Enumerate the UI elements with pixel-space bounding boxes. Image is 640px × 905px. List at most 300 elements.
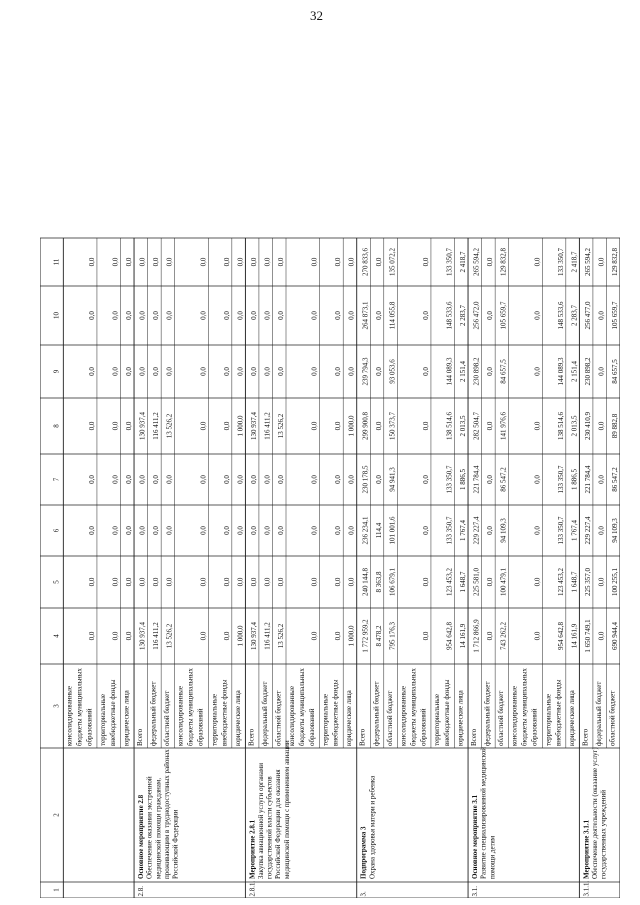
amount-cell: 144 089,3 — [556, 357, 565, 386]
amount-cell: 0,0 — [277, 577, 286, 587]
amount-cell: 0,0 — [199, 631, 208, 641]
amount-cell: 1 000,0 — [236, 415, 245, 437]
funding-source-label: образований — [196, 708, 205, 746]
amount-cell: 0,0 — [486, 577, 495, 587]
amount-cell: 0,0 — [277, 367, 286, 376]
block-number: 3.1. — [471, 886, 480, 897]
funding-source-label: юридические лица — [345, 690, 354, 746]
funding-source-label: консолидированные — [65, 686, 74, 746]
amount-cell: 0,0 — [138, 367, 147, 376]
block-number: 3. — [359, 891, 368, 897]
amount-cell: 0,0 — [199, 421, 208, 431]
rotated-budget-table — [40, 30, 620, 898]
amount-cell: 0,0 — [334, 526, 343, 535]
amount-cell: 0,0 — [249, 577, 258, 587]
amount-cell: 0,0 — [533, 311, 542, 320]
block-title-line: медицинской помощи гражданам, — [154, 777, 163, 879]
amount-cell: 0,0 — [199, 526, 208, 535]
amount-cell: 236 234,1 — [361, 516, 370, 545]
amount-cell: 0,0 — [421, 475, 430, 484]
amount-cell: 0,0 — [347, 311, 356, 320]
amount-cell: 13 526,2 — [277, 623, 286, 649]
amount-cell: 0,0 — [87, 257, 96, 267]
amount-cell: 100 255,1 — [611, 568, 619, 596]
amount-cell: 0,0 — [310, 421, 319, 431]
amount-cell: 1 767,4 — [459, 520, 468, 541]
amount-cell: 0,0 — [165, 577, 174, 587]
amount-cell: 144 089,3 — [445, 357, 454, 386]
amount-cell: 2 151,4 — [459, 361, 468, 382]
amount-cell: 0,0 — [533, 475, 542, 484]
funding-source-label: Всего — [247, 728, 256, 746]
amount-cell: 0,0 — [310, 367, 319, 376]
amount-cell: 0,0 — [277, 257, 286, 267]
column-header-11: 11 — [52, 258, 61, 266]
amount-cell: 1 648,7 — [459, 571, 468, 593]
funding-source-label: образований — [308, 708, 317, 746]
amount-cell: 1 886,5 — [570, 469, 579, 490]
amount-cell: 0,0 — [374, 421, 383, 431]
amount-cell: 0,0 — [138, 526, 147, 535]
amount-cell: 0,0 — [165, 526, 174, 535]
amount-cell: 0,0 — [533, 257, 542, 267]
amount-cell: 86 547,2 — [611, 467, 619, 492]
amount-cell: 0,0 — [347, 526, 356, 535]
amount-cell: 1 712 866,9 — [472, 619, 481, 653]
amount-cell: 0,0 — [486, 311, 495, 320]
amount-cell: 299 900,8 — [361, 412, 370, 440]
amount-cell: 116 411,2 — [263, 412, 272, 440]
amount-cell: 0,0 — [597, 526, 606, 535]
amount-cell: 0,0 — [236, 526, 245, 535]
amount-cell: 0,0 — [199, 577, 208, 587]
amount-cell: 0,0 — [334, 421, 343, 431]
amount-cell: 0,0 — [263, 257, 272, 267]
amount-cell: 0,0 — [310, 631, 319, 641]
amount-cell: 114 055,8 — [388, 301, 397, 330]
amount-cell: 105 659,7 — [499, 301, 508, 330]
block-title-line: государственных учреждений — [599, 790, 608, 879]
amount-cell: 0,0 — [199, 311, 208, 320]
amount-cell: 1 000,0 — [236, 625, 245, 647]
amount-cell: 0,0 — [249, 311, 258, 320]
amount-cell: 0,0 — [125, 311, 134, 320]
funding-source-label: территориальные — [432, 693, 441, 746]
amount-cell: 14 161,9 — [570, 623, 579, 649]
amount-cell: 94 109,3 — [611, 518, 619, 543]
amount-cell: 0,0 — [111, 421, 120, 431]
amount-cell: 0,0 — [597, 421, 606, 431]
funding-source-label: внебюджетные фонды — [220, 679, 229, 746]
block-title-line: государственной власти субъектов — [265, 776, 274, 879]
amount-cell: 13 526,2 — [277, 413, 286, 439]
amount-cell: 225 581,0 — [472, 568, 481, 596]
amount-cell: 0,0 — [263, 367, 272, 376]
funding-source-label: федеральный бюджет — [594, 681, 603, 746]
amount-cell: 2 418,7 — [459, 251, 468, 273]
funding-source-label: бюджеты муниципальных — [520, 668, 529, 746]
block-title-line: Российской Федерации — [171, 809, 180, 879]
amount-cell: 0,0 — [486, 367, 495, 376]
funding-source-label: областной бюджет — [274, 690, 283, 746]
funding-source-label: бюджеты муниципальных — [186, 668, 195, 746]
amount-cell: 0,0 — [277, 311, 286, 320]
amount-cell: 0,0 — [111, 367, 120, 376]
amount-cell: 0,0 — [138, 311, 147, 320]
amount-cell: 0,0 — [597, 257, 606, 267]
amount-cell: 0,0 — [87, 475, 96, 484]
amount-cell: 130 937,4 — [249, 412, 258, 440]
amount-cell: 265 594,2 — [472, 248, 481, 276]
amount-cell: 0,0 — [597, 475, 606, 484]
amount-cell: 1 650 749,1 — [583, 619, 592, 653]
amount-cell: 14 161,9 — [459, 623, 468, 649]
amount-cell: 0,0 — [152, 257, 161, 267]
amount-cell: 150 373,7 — [388, 412, 397, 440]
block-title-line: Основное мероприятие 2.8 — [137, 794, 146, 879]
funding-source-label: федеральный бюджет — [372, 681, 381, 746]
funding-source-label: бюджеты муниципальных — [75, 668, 84, 746]
amount-cell: 0,0 — [249, 257, 258, 267]
block-title-line: медицинской помощи с применением авиации — [282, 740, 291, 879]
funding-source-label: внебюджетные фонды — [442, 679, 451, 746]
funding-source-label: юридические лица — [456, 690, 465, 746]
block-title-line: Мероприятие 3.1.1 — [582, 819, 591, 879]
funding-source-label: федеральный бюджет — [483, 681, 492, 746]
block-number: 3.1.1. — [582, 880, 591, 897]
amount-cell: 0,0 — [165, 311, 174, 320]
amount-cell: 0,0 — [263, 311, 272, 320]
amount-cell: 138 514,6 — [445, 412, 454, 440]
amount-cell: 0,0 — [486, 631, 495, 641]
amount-cell: 0,0 — [111, 257, 120, 267]
amount-cell: 148 533,6 — [556, 301, 565, 330]
amount-cell: 0,0 — [222, 421, 231, 431]
amount-cell: 0,0 — [125, 631, 134, 641]
amount-cell: 129 832,8 — [611, 248, 619, 276]
amount-cell: 1 648,7 — [570, 571, 579, 593]
amount-cell: 0,0 — [87, 577, 96, 587]
amount-cell: 106 679,1 — [388, 568, 397, 596]
amount-cell: 0,0 — [222, 367, 231, 376]
amount-cell: 100 479,1 — [499, 568, 508, 596]
amount-cell: 0,0 — [597, 367, 606, 376]
block-title-line: Российской Федерации для оказания — [274, 769, 283, 879]
column-header-5: 5 — [52, 580, 61, 584]
amount-cell: 0,0 — [263, 475, 272, 484]
amount-cell: 2 151,4 — [570, 361, 579, 382]
amount-cell: 230 898,2 — [583, 357, 592, 386]
amount-cell: 0,0 — [125, 257, 134, 267]
amount-cell: 94 109,3 — [499, 518, 508, 543]
funding-source-label: внебюджетные фонды — [331, 679, 340, 746]
amount-cell: 229 227,4 — [472, 516, 481, 545]
amount-cell: 130 937,4 — [249, 622, 258, 650]
amount-cell: 123 453,2 — [445, 568, 454, 596]
amount-cell: 141 976,6 — [499, 412, 508, 440]
amount-cell: 13 526,2 — [165, 623, 174, 649]
column-header-6: 6 — [52, 528, 61, 533]
amount-cell: 0,0 — [347, 257, 356, 267]
amount-cell: 0,0 — [486, 257, 495, 267]
amount-cell: 84 657,5 — [499, 359, 508, 384]
amount-cell: 0,0 — [152, 526, 161, 535]
amount-cell: 1 886,5 — [459, 469, 468, 490]
amount-cell: 0,0 — [152, 367, 161, 376]
amount-cell: 101 001,6 — [388, 516, 397, 545]
amount-cell: 0,0 — [347, 367, 356, 376]
amount-cell: 0,0 — [486, 421, 495, 431]
block-number: 2.8. — [137, 886, 146, 897]
amount-cell: 135 072,2 — [388, 248, 397, 276]
column-header-1: 1 — [52, 888, 61, 892]
amount-cell: 270 833,6 — [361, 248, 370, 276]
amount-cell: 0,0 — [222, 311, 231, 320]
amount-cell: 138 514,6 — [556, 412, 565, 440]
funding-source-label: юридические лица — [122, 690, 131, 746]
amount-cell: 0,0 — [249, 526, 258, 535]
amount-cell: 239 794,3 — [361, 357, 370, 386]
amount-cell: 0,0 — [533, 367, 542, 376]
funding-source-label: бюджеты муниципальных — [409, 668, 418, 746]
funding-source-label: областной бюджет — [385, 690, 394, 746]
amount-cell: 0,0 — [222, 257, 231, 267]
amount-cell: 0,0 — [310, 526, 319, 535]
funding-source-label: территориальные — [210, 693, 219, 746]
amount-cell: 0,0 — [533, 421, 542, 431]
funding-source-label: консолидированные — [288, 686, 297, 746]
amount-cell: 0,0 — [152, 311, 161, 320]
amount-cell: 256 477,0 — [583, 301, 592, 330]
amount-cell: 0,0 — [152, 577, 161, 587]
amount-cell: 116 411,2 — [152, 622, 161, 650]
amount-cell: 0,0 — [111, 631, 120, 641]
amount-cell: 133 350,7 — [556, 465, 565, 494]
funding-source-label: Всего — [136, 728, 145, 746]
funding-source-label: территориальные — [98, 693, 107, 746]
amount-cell: 0,0 — [87, 311, 96, 320]
funding-source-label: внебюджетные фонды — [108, 679, 117, 746]
amount-cell: 0,0 — [374, 367, 383, 376]
amount-cell: 86 547,2 — [499, 467, 508, 492]
column-header-10: 10 — [52, 312, 61, 319]
amount-cell: 0,0 — [374, 475, 383, 484]
amount-cell: 0,0 — [347, 475, 356, 484]
amount-cell: 0,0 — [486, 475, 495, 484]
amount-cell: 129 832,8 — [499, 248, 508, 276]
amount-cell: 0,0 — [334, 631, 343, 641]
amount-cell: 0,0 — [263, 577, 272, 587]
amount-cell: 94 941,3 — [388, 467, 397, 492]
amount-cell: 0,0 — [334, 311, 343, 320]
funding-source-label: образований — [530, 708, 539, 746]
funding-source-label: Всего — [470, 728, 479, 746]
amount-cell: 0,0 — [138, 257, 147, 267]
amount-cell: 0,0 — [222, 631, 231, 641]
funding-source-label: бюджеты муниципальных — [298, 668, 307, 746]
funding-source-label: юридические лица — [233, 690, 242, 746]
amount-cell: 240 144,8 — [361, 568, 370, 596]
block-title-line: Мероприятие 2.8.1 — [248, 819, 257, 879]
amount-cell: 230 178,5 — [361, 465, 370, 494]
amount-cell: 0,0 — [111, 475, 120, 484]
amount-cell: 0,0 — [597, 577, 606, 587]
block-title-line: Подпрограмма 3 — [359, 826, 368, 879]
block-number: 2.8.1. — [248, 880, 257, 897]
amount-cell: 133 350,7 — [445, 516, 454, 545]
amount-cell: 265 594,2 — [583, 248, 592, 276]
amount-cell: 0,0 — [334, 367, 343, 376]
amount-cell: 0,0 — [222, 526, 231, 535]
funding-source-label: Всего — [358, 728, 367, 746]
amount-cell: 114,4 — [374, 522, 383, 539]
amount-cell: 954 642,8 — [445, 622, 454, 650]
funding-source-label: образований — [419, 708, 428, 746]
amount-cell: 0,0 — [533, 526, 542, 535]
amount-cell: 13 526,2 — [165, 413, 174, 439]
amount-cell: 256 472,0 — [472, 301, 481, 330]
funding-source-label: образований — [85, 708, 94, 746]
amount-cell: 0,0 — [111, 526, 120, 535]
amount-cell: 229 227,4 — [583, 516, 592, 545]
amount-cell: 282 504,7 — [472, 412, 481, 440]
amount-cell: 1 000,0 — [347, 625, 356, 647]
amount-cell: 1 000,0 — [347, 415, 356, 437]
funding-source-label: территориальные — [321, 693, 330, 746]
funding-source-label: консолидированные — [176, 686, 185, 746]
column-header-2: 2 — [52, 813, 61, 817]
block-title-line: Основное мероприятие 3.1 — [471, 794, 480, 879]
amount-cell: 0,0 — [87, 631, 96, 641]
funding-source-label: консолидированные — [399, 686, 408, 746]
amount-cell: 0,0 — [334, 475, 343, 484]
amount-cell: 690 944,4 — [611, 622, 619, 650]
amount-cell: 2 283,7 — [459, 305, 468, 326]
amount-cell: 954 642,8 — [556, 622, 565, 650]
amount-cell: 0,0 — [374, 257, 383, 267]
amount-cell: 0,0 — [87, 421, 96, 431]
amount-cell: 0,0 — [236, 257, 245, 267]
amount-cell: 133 350,7 — [445, 465, 454, 494]
amount-cell: 130 937,4 — [138, 412, 147, 440]
amount-cell: 230 898,2 — [472, 357, 481, 386]
funding-source-label: территориальные — [544, 693, 553, 746]
amount-cell: 2 418,7 — [570, 251, 579, 273]
amount-cell: 0,0 — [222, 475, 231, 484]
block-title-line: Обеспечение оказания экстренной — [145, 776, 154, 879]
amount-cell: 1 767,4 — [570, 520, 579, 541]
amount-cell: 123 453,2 — [556, 568, 565, 596]
amount-cell: 0,0 — [347, 577, 356, 587]
funding-source-label: областной бюджет — [497, 690, 506, 746]
amount-cell: 1 772 959,2 — [361, 619, 370, 653]
amount-cell: 0,0 — [87, 526, 96, 535]
amount-cell: 133 350,7 — [445, 248, 454, 276]
block-title-line: помощи детям — [488, 835, 497, 879]
block-title-line: проживающим в труднодоступных районах — [162, 749, 171, 879]
amount-cell: 84 657,5 — [611, 359, 619, 384]
column-header-4: 4 — [52, 634, 61, 638]
amount-cell: 230 410,9 — [583, 412, 592, 440]
amount-cell: 0,0 — [165, 257, 174, 267]
amount-cell: 0,0 — [334, 577, 343, 587]
amount-cell: 8 478,2 — [374, 625, 383, 647]
funding-source-label: консолидированные — [510, 686, 519, 746]
amount-cell: 0,0 — [310, 475, 319, 484]
funding-source-label: внебюджетные фонды — [554, 679, 563, 746]
amount-cell: 0,0 — [310, 311, 319, 320]
amount-cell: 225 357,0 — [583, 568, 592, 596]
funding-source-label: юридические лица — [567, 690, 576, 746]
amount-cell: 0,0 — [334, 257, 343, 267]
amount-cell: 116 411,2 — [263, 622, 272, 650]
amount-cell: 743 262,2 — [499, 622, 508, 650]
funding-source-label: федеральный бюджет — [149, 681, 158, 746]
amount-cell: 0,0 — [125, 421, 134, 431]
table-body — [40, 238, 620, 898]
amount-cell: 0,0 — [138, 577, 147, 587]
amount-cell: 0,0 — [165, 475, 174, 484]
amount-cell: 0,0 — [138, 475, 147, 484]
amount-cell: 89 882,8 — [611, 413, 619, 439]
funding-source-label: областной бюджет — [608, 690, 617, 746]
amount-cell: 0,0 — [249, 367, 258, 376]
amount-cell: 0,0 — [222, 577, 231, 587]
amount-cell: 795 176,3 — [388, 622, 397, 650]
amount-cell: 0,0 — [597, 631, 606, 641]
amount-cell: 0,0 — [421, 367, 430, 376]
amount-cell: 93 053,6 — [388, 359, 397, 384]
block-title-line: Обеспечение деятельности (оказание услуг) — [590, 747, 599, 879]
block-title-line: Охрана здоровья матери и ребенка — [368, 775, 377, 879]
amount-cell: 0,0 — [199, 257, 208, 267]
amount-cell: 0,0 — [165, 367, 174, 376]
amount-cell: 0,0 — [374, 311, 383, 320]
column-header-9: 9 — [52, 369, 61, 374]
amount-cell: 2 013,5 — [459, 415, 468, 437]
amount-cell: 264 873,1 — [361, 301, 370, 330]
amount-cell: 0,0 — [111, 311, 120, 320]
amount-cell: 0,0 — [421, 421, 430, 431]
amount-cell: 0,0 — [236, 311, 245, 320]
amount-cell: 0,0 — [533, 631, 542, 641]
amount-cell: 0,0 — [421, 631, 430, 641]
amount-cell: 8 363,8 — [374, 571, 383, 593]
amount-cell: 0,0 — [111, 577, 120, 587]
column-header-3: 3 — [52, 704, 61, 708]
page-number: 32 — [310, 8, 323, 23]
amount-cell: 0,0 — [421, 311, 430, 320]
block-title-line: Развитие специализированной медицинской — [479, 746, 488, 879]
amount-cell: 105 659,7 — [611, 301, 619, 330]
amount-cell: 0,0 — [277, 475, 286, 484]
amount-cell: 0,0 — [199, 367, 208, 376]
amount-cell: 221 784,4 — [472, 465, 481, 494]
amount-cell: 2 283,7 — [570, 305, 579, 326]
amount-cell: 0,0 — [249, 475, 258, 484]
amount-cell: 0,0 — [125, 577, 134, 587]
amount-cell: 0,0 — [277, 526, 286, 535]
amount-cell: 116 411,2 — [152, 412, 161, 440]
amount-cell: 0,0 — [236, 475, 245, 484]
amount-cell: 0,0 — [310, 577, 319, 587]
amount-cell: 0,0 — [310, 257, 319, 267]
amount-cell: 0,0 — [421, 257, 430, 267]
amount-cell: 0,0 — [236, 577, 245, 587]
amount-cell: 130 937,4 — [138, 622, 147, 650]
amount-cell: 0,0 — [199, 475, 208, 484]
funding-source-label: Всего — [581, 728, 590, 746]
